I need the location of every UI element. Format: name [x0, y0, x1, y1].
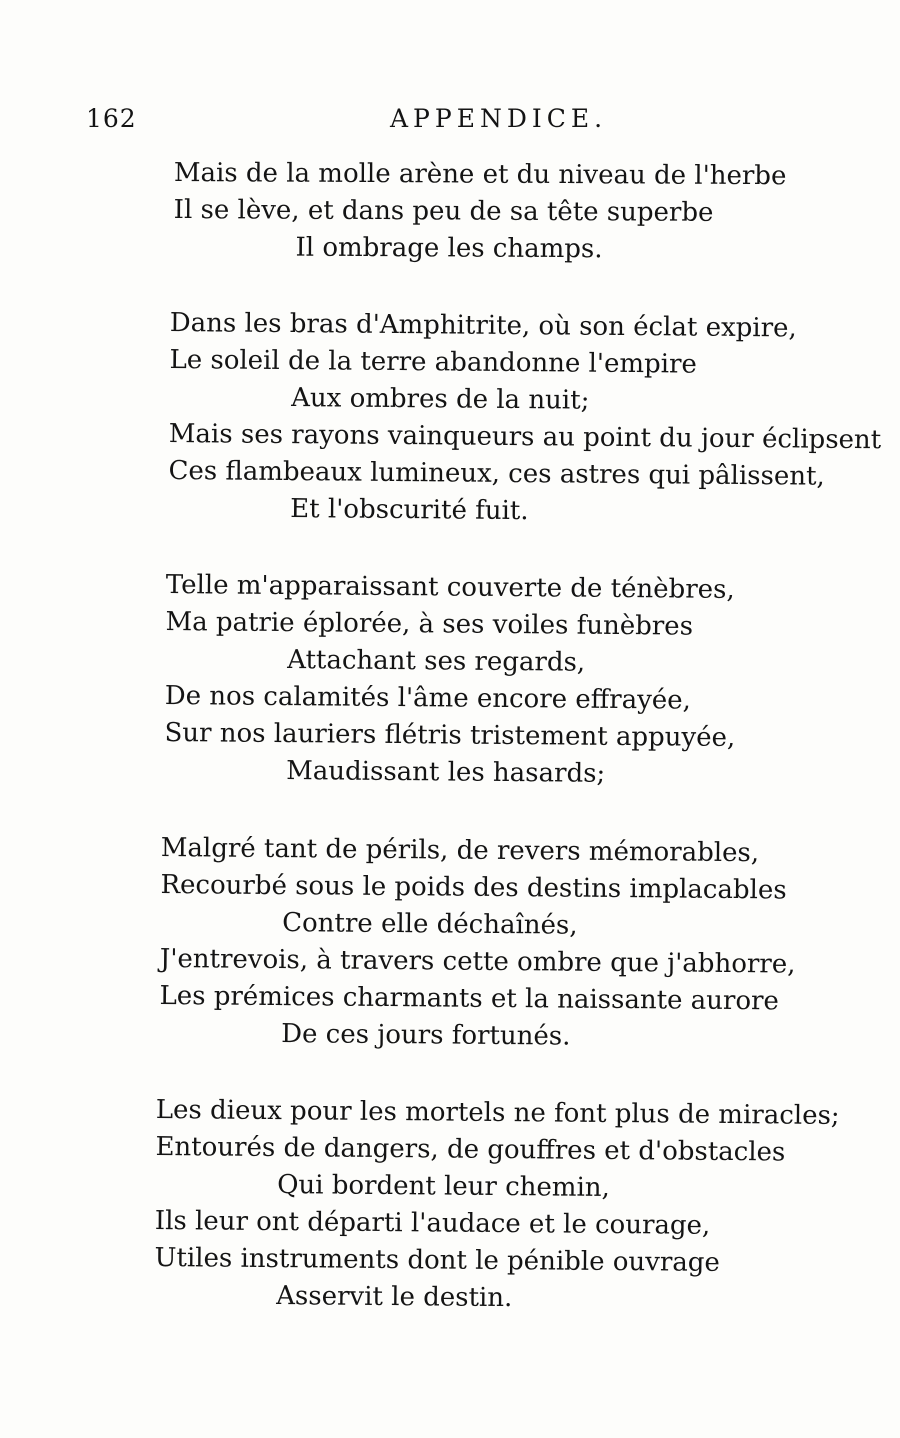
- verse-line: Utiles instruments dont le pénible ouvrage: [154, 1242, 720, 1278]
- verse-line: Ma patrie éplorée, à ses voiles funèbres: [165, 606, 694, 642]
- running-title: APPENDICE.: [390, 104, 608, 133]
- stanza-2: [168, 305, 882, 533]
- stanza-4: [159, 830, 796, 1058]
- verse-line-short: Maudissant les hasards;: [286, 756, 606, 789]
- verse-line: De nos calamités l'âme encore effrayée,: [164, 680, 692, 716]
- verse-line: J'entrevois, à travers cette ombre que j'abhorre,: [159, 943, 796, 980]
- verse-line-short: Qui bordent leur chemin,: [277, 1170, 610, 1203]
- verse-line: Les dieux pour les mortels ne font plus de miracles;: [155, 1094, 840, 1131]
- page-number: 162: [86, 104, 137, 133]
- verse-line: Mais de la molle arène et du niveau de l'herbe: [173, 157, 787, 192]
- verse-line-short: Et l'obscurité fuit.: [290, 494, 529, 527]
- verse-line: Ces flambeaux lumineux, ces astres qui pâlissent,: [168, 455, 825, 492]
- verse-line: Ils leur ont départi l'audace et le courage,: [154, 1205, 711, 1241]
- stanza-1: [173, 155, 786, 269]
- verse-line: Malgré tant de périls, de revers mémorables,: [160, 832, 760, 869]
- verse-line-short: Attachant ses regards,: [287, 645, 586, 678]
- verse-line-short: Asservit le destin.: [276, 1281, 513, 1314]
- stanza-5: [154, 1092, 840, 1320]
- verse-line: Il se lève, et dans peu de sa tête superbe: [173, 194, 714, 228]
- stanza-3: [164, 567, 737, 794]
- verse-line: Recourbé sous le poids des destins implacables: [160, 869, 787, 906]
- verse-line-short: De ces jours fortunés.: [281, 1019, 571, 1052]
- verse-line: Telle m'apparaissant couverte de ténèbres,: [165, 569, 735, 605]
- verse-line: Les prémices charmants et la naissante aurore: [159, 980, 780, 1017]
- verse-line-short: Contre elle déchaînés,: [282, 908, 578, 941]
- verse-line: Le soleil de la terre abandonne l'empire: [169, 344, 697, 380]
- verse-line: Dans les bras d'Amphitrite, où son éclat expire,: [169, 307, 797, 344]
- verse-line-short: Il ombrage les champs.: [295, 232, 603, 265]
- verse-line: Mais ses rayons vainqueurs au point du jour éclipsent: [168, 418, 882, 456]
- verse-line: Sur nos lauriers flétris tristement appuyée,: [164, 717, 736, 753]
- verse-line: Entourés de dangers, de gouffres et d'obstacles: [155, 1131, 786, 1168]
- verse-line-short: Aux ombres de la nuit;: [291, 383, 590, 416]
